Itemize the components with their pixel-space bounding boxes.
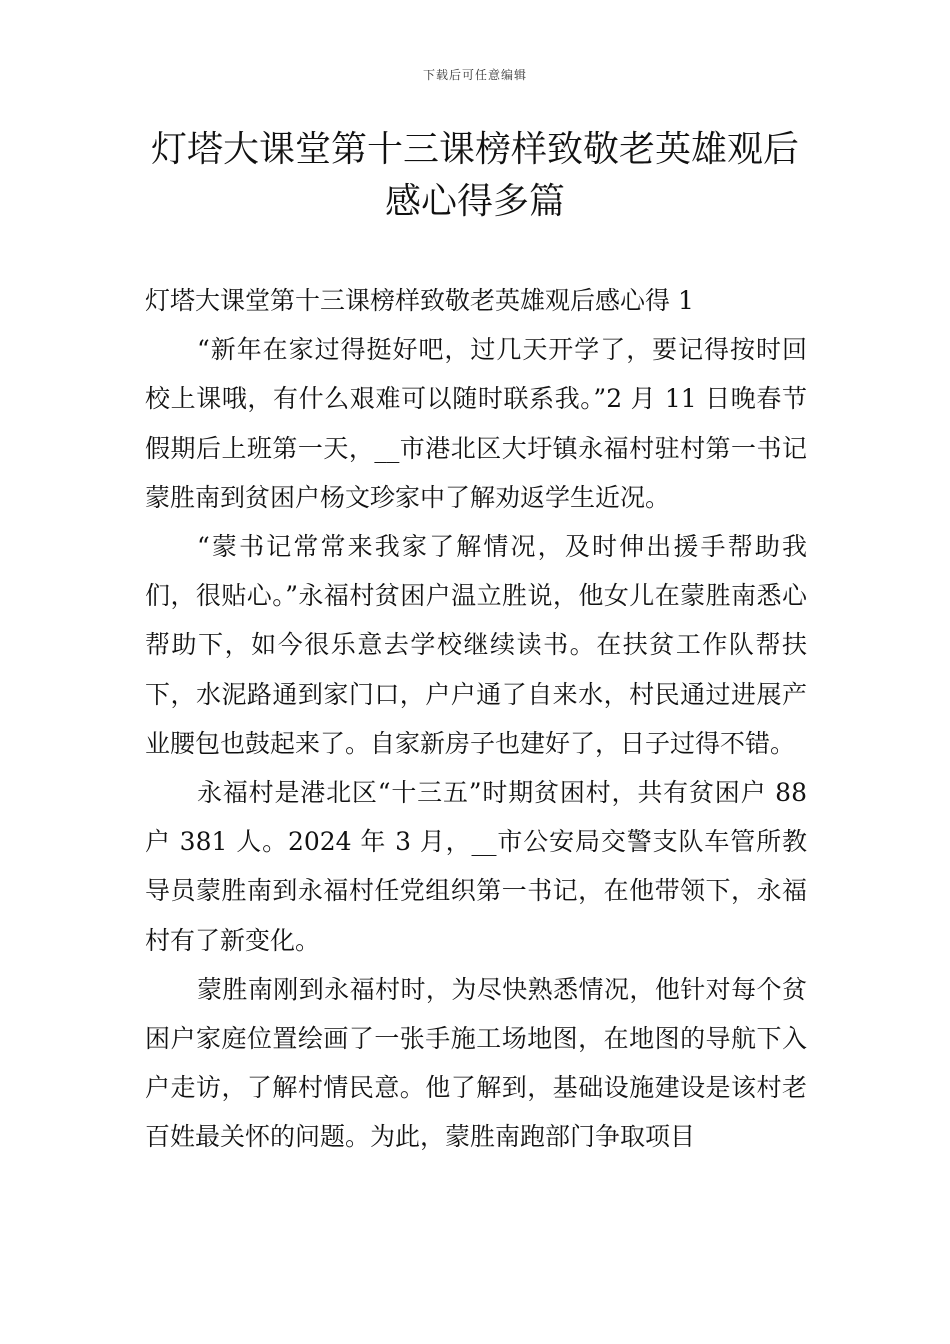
paragraph-1: “新年在家过得挺好吧，过几天开学了，要记得按时回校上课哦，有什么艰难可以随时联系我。”2 月 11 日晚春节假期后上班第一天，__市港北区大圩镇永福村驻村第一书记蒙胜南到贫困户杨文珍家中了解劝返学生近况。 xyxy=(145,335,807,512)
paragraph-2: “蒙书记常常来我家了解情况，及时伸出援手帮助我们，很贴心。”永福村贫困户温立胜说，他女儿在蒙胜南悉心帮助下，如今很乐意去学校继续读书。在扶贫工作队帮扶下，水泥路通到家门口，户户通了自来水，村民通过进展产业腰包也鼓起来了。自家新房子也建好了，日子过得不错。 xyxy=(145,532,807,758)
document-title-line-1: 灯塔大课堂第十三课榜样致敬老英雄观后 xyxy=(150,129,799,170)
section-heading: 灯塔大课堂第十三课榜样致敬老英雄观后感心得 1 xyxy=(145,286,694,315)
document-title-line-2: 感心得多篇 xyxy=(384,181,565,222)
paragraph-4: 蒙胜南刚到永福村时，为尽快熟悉情况，他针对每个贫困户家庭位置绘画了一张手施工场地图，在地图的导航下入户走访，了解村情民意。他了解到，基础设施建设是该村老百姓最关怀的问题。为此，蒙胜南跑部门争取项目 xyxy=(145,974,807,1152)
document-body xyxy=(145,276,807,1162)
document-title xyxy=(145,124,805,228)
paragraph-3: 永福村是港北区“十三五”时期贫困村，共有贫困户 88 户 381 人。2024 年 3 月，__市公安局交警支队车管所教导员蒙胜南到永福村任党组织第一书记，在他带领下，永福村有了新变化。 xyxy=(145,778,807,955)
header-note: 下载后可任意编辑 xyxy=(422,68,527,82)
